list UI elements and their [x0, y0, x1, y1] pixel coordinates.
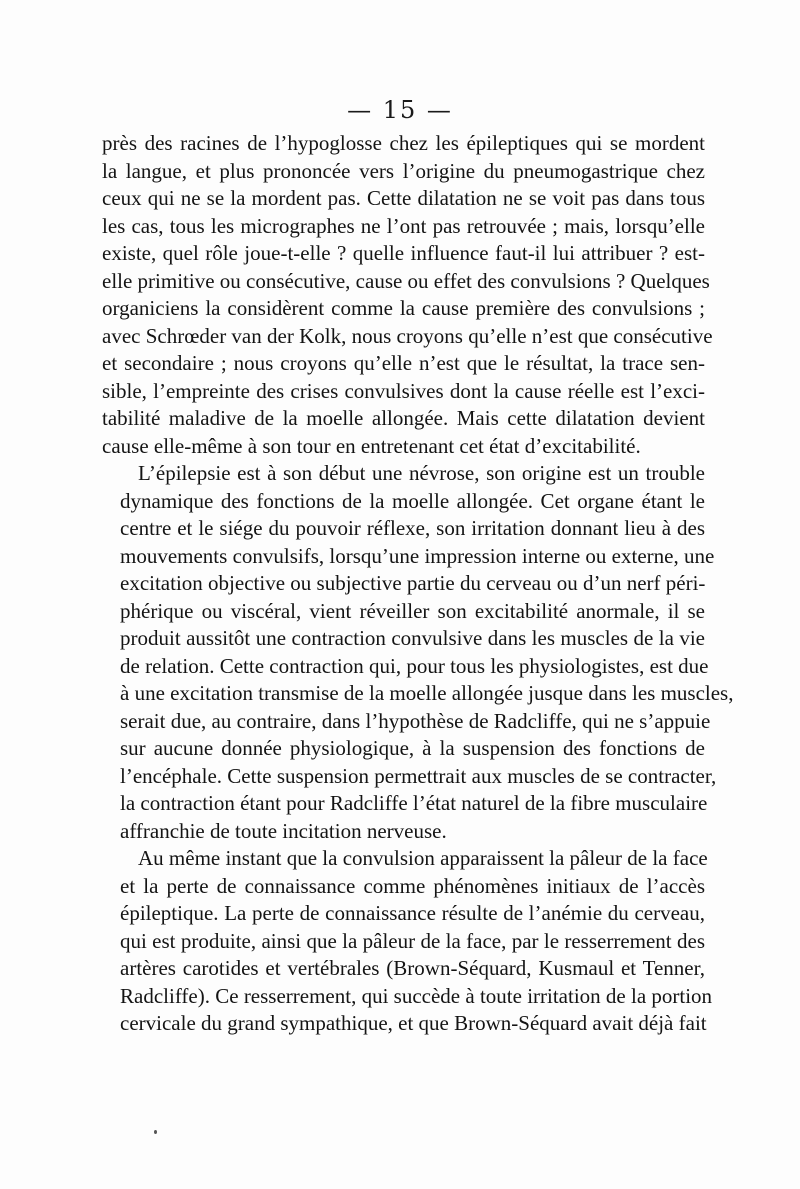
- text-line: avec Schrœder van der Kolk, nous croyons qu’elle n’est que consécutive: [102, 323, 713, 348]
- text-line: cervicale du grand sympathique, et que Brown-Séquard avait déjà fait: [120, 1011, 707, 1035]
- text-line: excitation objective ou subjective partie du cerveau ou d’un nerf péri-: [120, 571, 706, 595]
- text-line: affranchie de toute incitation nerveuse.: [120, 818, 447, 843]
- text-line: sible, l’empreinte des crises convulsives dont la cause réelle est l’exci-: [102, 378, 705, 403]
- text-line: Radcliffe). Ce resserrement, qui succède à toute irritation de la portion: [120, 983, 713, 1008]
- scan-speck: [154, 1130, 157, 1134]
- paragraph-1: [102, 130, 713, 460]
- text-line: la langue, et plus prononcée vers l’origine du pneumogastrique chez: [102, 158, 705, 183]
- text-line: la contraction étant pour Radcliffe l’état naturel de la fibre musculaire: [120, 791, 708, 815]
- text-line: sur aucune donnée physiologique, à la suspension des fonctions de: [120, 736, 705, 760]
- text-line: cause elle-même à son tour en entretenant cet état d’excitabilité.: [102, 433, 641, 458]
- text-line: serait due, au contraire, dans l’hypothèse de Radcliffe, qui ne s’appuie: [120, 708, 711, 733]
- text-line: produit aussitôt une contraction convulsive dans les muscles de la vie: [120, 626, 705, 650]
- text-line: tabilité maladive de la moelle allongée. Mais cette dilatation devient: [102, 406, 705, 430]
- text-line: organiciens la considèrent comme la cause première des convulsions ;: [102, 296, 705, 320]
- paragraph-2: [102, 460, 734, 845]
- text-line: dynamique des fonctions de la moelle allongée. Cet organe étant le: [120, 488, 705, 513]
- text-line: et secondaire ; nous croyons qu’elle n’est que le résultat, la trace sen-: [102, 351, 705, 375]
- text-line: à une excitation transmise de la moelle allongée jusque dans les muscles,: [120, 681, 734, 705]
- body-text: [102, 130, 734, 1038]
- text-line: ceux qui ne se la mordent pas. Cette dilatation ne se voit pas dans tous: [102, 186, 705, 210]
- text-line: centre et le siége du pouvoir réflexe, son irritation donnant lieu à des: [120, 516, 705, 540]
- text-line: épileptique. La perte de connaissance résulte de l’anémie du cerveau,: [120, 901, 705, 925]
- text-line: existe, quel rôle joue-t-elle ? quelle influence faut-il lui attribuer ? est-: [102, 241, 705, 265]
- text-line: artères carotides et vertébrales (Brown-Séquard, Kusmaul et Tenner,: [120, 956, 705, 980]
- text-line: elle primitive ou consécutive, cause ou effet des convulsions ? Quelques: [102, 268, 710, 293]
- text-line: phérique ou viscéral, vient réveiller son excitabilité anormale, il se: [120, 598, 705, 623]
- text-line: Au même instant que la convulsion apparaissent la pâleur de la face: [138, 846, 708, 870]
- text-line: de relation. Cette contraction qui, pour tous les physiologistes, est due: [120, 653, 709, 678]
- text-line: L’épilepsie est à son début une névrose, son origine est un trouble: [138, 461, 705, 485]
- page-number: — 15 —: [347, 96, 453, 124]
- text-line: qui est produite, ainsi que la pâleur de la face, par le resserrement des: [120, 928, 705, 953]
- paragraph-3: [102, 845, 713, 1038]
- text-line: les cas, tous les micrographes ne l’ont pas retrouvée ; mais, lorsqu’elle: [102, 213, 705, 238]
- text-line: l’encéphale. Cette suspension permettrait aux muscles de se contracter,: [120, 763, 717, 788]
- text-line: mouvements convulsifs, lorsqu’une impression interne ou externe, une: [120, 543, 715, 568]
- text-line: et la perte de connaissance comme phénomènes initiaux de l’accès: [120, 873, 705, 898]
- text-line: près des racines de l’hypoglosse chez les épileptiques qui se mordent: [102, 131, 705, 155]
